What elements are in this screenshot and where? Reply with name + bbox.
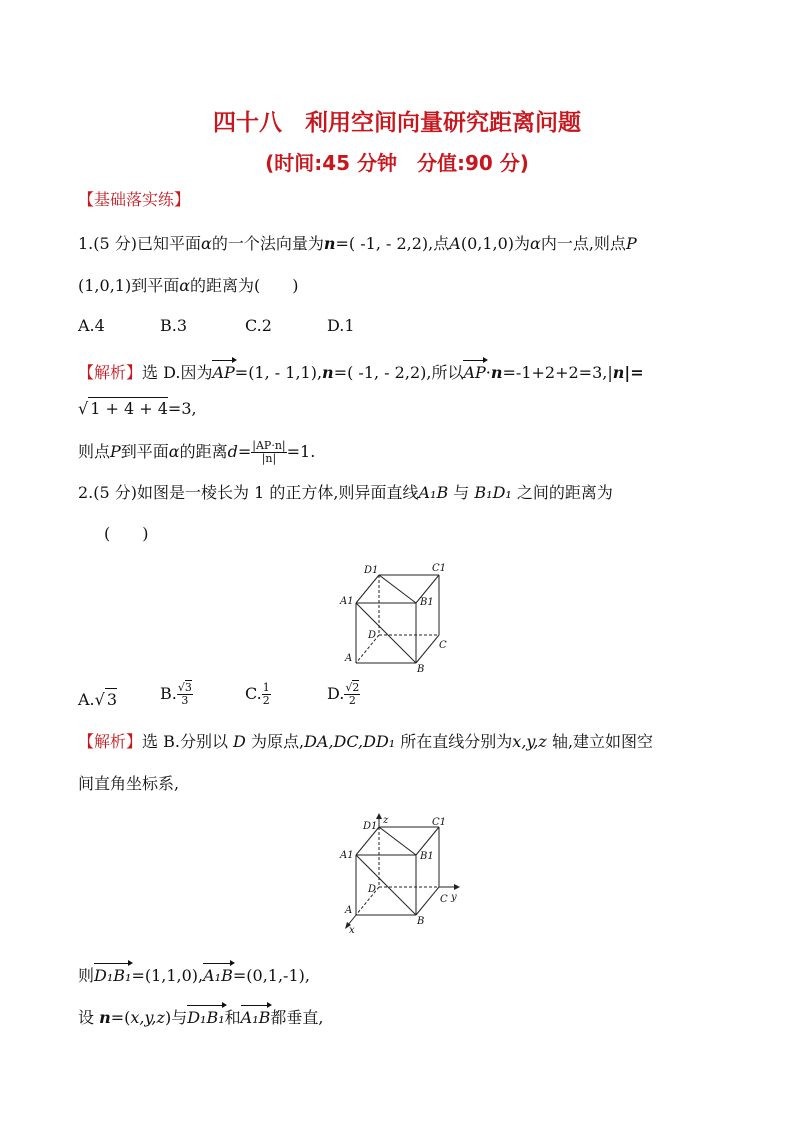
q2-solution-line3: 则D₁B₁=(1,1,0),A₁B=(0,1,-1), [78,961,310,987]
label-A1: A1 [340,596,354,607]
q1-option-c: C.2 [245,316,272,335]
label-B: B [417,664,425,674]
cube-figure-2 [336,812,466,934]
q1-option-b: B.3 [160,316,188,335]
q2-line1: 2.(5 分)如图是一棱长为 1 的正方体,则异面直线A₁B 与 B₁D₁ 之间的距离为 [78,483,613,502]
q1-line1: 1.(5 分)已知平面α的一个法向量为n=( -1, - 2,2),点A(0,1,0)为α内一点,则点P [78,234,637,253]
distance-fraction: $\frac{|AP\cdot n|}{|n|}$ [252,439,286,465]
page-title: 四十八 利用空间向量研究距离问题 [213,110,581,136]
label-B1: B1 [420,851,434,862]
q1-line2: (1,0,1)到平面α的距离为( ) [78,276,299,295]
label-x-axis: x [349,925,355,934]
q2-answer-paren: ( ) [104,524,149,543]
label-C1: C1 [432,817,447,828]
label-y-axis: y [451,892,457,903]
label-C: C [440,894,448,905]
q2-solution-line4: 设 n=(x,y,z)与D₁B₁和A₁B都垂直, [78,1003,323,1029]
label-C1: C1 [432,563,447,574]
vector-AP: AP [212,358,234,384]
label-A: A [345,905,353,916]
sqrt-expression: 1 + 4 + 4 [90,399,168,418]
label-B1: B1 [420,597,434,608]
section-heading: 【基础落实练】 [78,190,191,209]
q1-solution-line1: 【解析】选 D.因为AP=(1, - 1,1),n=( -1, - 2,2),所以AP·n=-1+2+2=3,|n|= [78,358,644,384]
label-D: D [368,884,377,895]
vector-A1B: A₁B [203,961,233,987]
q1-solution-line2: √ 1 + 4 + 4=3, [78,399,197,418]
q1-analysis-tag: 【解析】 [78,363,143,382]
q2-solution-line2: 间直角坐标系, [78,774,180,793]
q2-option-c: C. $\frac{1}{2}$ [245,681,270,707]
cube-figure-1 [336,560,456,674]
q2-option-a: A.√ 3 [78,690,118,709]
label-D1: D1 [363,821,378,832]
label-z-axis: z [383,815,389,826]
label-B: B [417,916,425,927]
page-subtitle: (时间:45 分钟 分值:90 分) [265,151,529,175]
label-C: C [439,640,447,651]
label-A: A [345,653,353,664]
vector-D1B1: D₁B₁ [94,961,131,987]
label-A1: A1 [340,850,354,861]
label-D1: D1 [364,565,379,576]
q1-option-a: A.4 [78,316,105,335]
q2-solution-line1: 【解析】选 B.分别以 D 为原点,DA,DC,DD₁ 所在直线分别为x,y,z 轴,建立如图空 [78,732,654,751]
q2-option-d: D. $\frac{√2}{2}$ [327,681,360,707]
q1-option-d: D.1 [327,316,355,335]
q2-option-b: B. $\frac{√3}{3}$ [160,681,192,707]
q2-analysis-tag: 【解析】 [78,732,143,751]
label-D: D [368,630,377,641]
q1-solution-line3: 则点P到平面α的距离d= $\frac{|AP\cdot n|}{|n|}$ =1. [78,439,316,465]
